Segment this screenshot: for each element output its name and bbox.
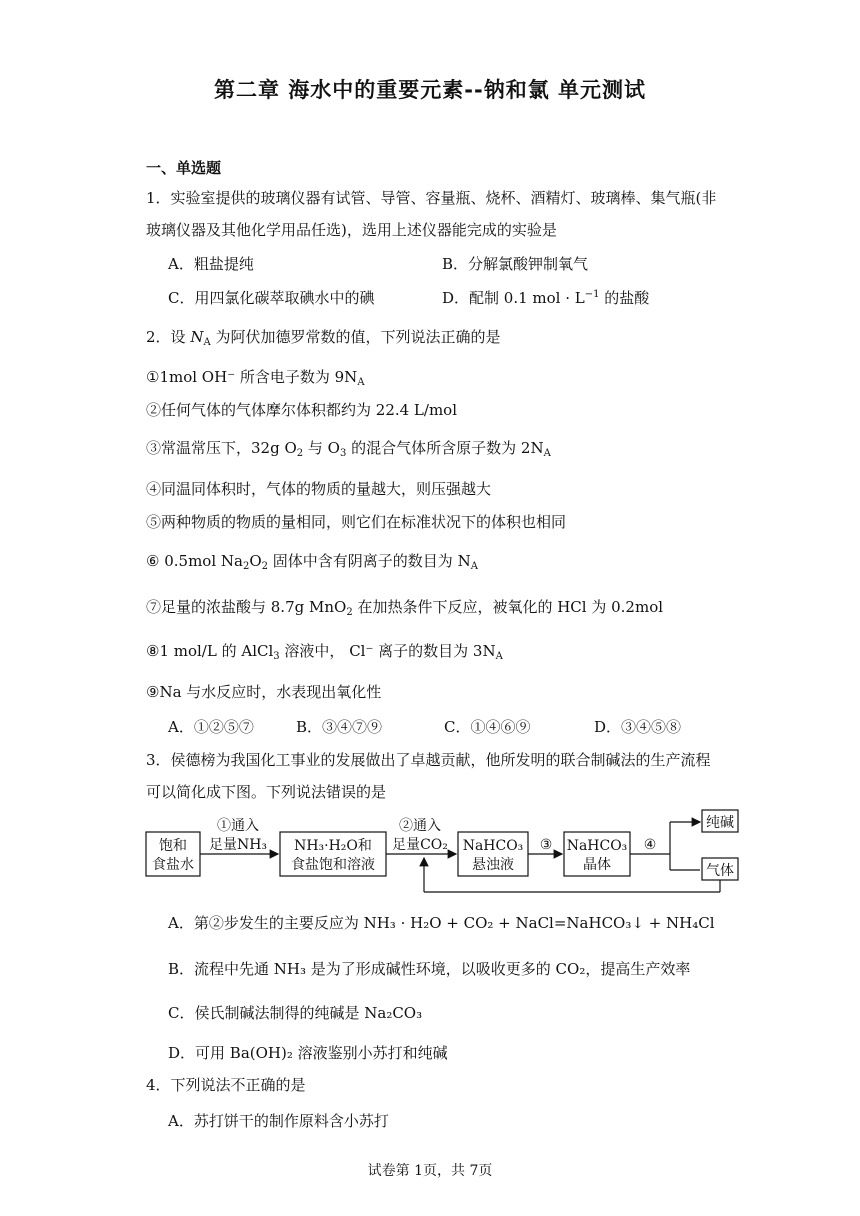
q1-option-d: D．配制 0.1 mol · $L^{-1}$ 的盐酸 <box>442 289 650 307</box>
q1-option-a: A．粗盐提纯 <box>168 255 254 273</box>
q3-option-b: B．流程中先通 NH₃ 是为了形成碱性环境，以吸收更多的 CO₂，提高生产效率 <box>168 960 691 978</box>
flow-output-soda: 纯碱 <box>706 815 734 831</box>
q2-statement-8: ⑧1 mol/L 的 AlCl$_3$ 溶液中， Cl⁻ 离子的数目为 $3N_A$ <box>146 642 503 662</box>
flow-box-suspension-line2: 悬浊液 <box>472 857 514 873</box>
q2-option-a: A．①②⑤⑦ <box>168 718 254 736</box>
q3-stem-line2: 可以简化成下图。下列说法错误的是 <box>146 783 387 801</box>
flow-box-crystal-line1: NaHCO₃ <box>566 838 628 854</box>
q2-statement-7: ⑦足量的浓盐酸与 8.7g MnO$_2$ 在加热条件下反应，被氧化的 HCl 为 0.2mol <box>146 598 664 618</box>
flow-step1-line2: 足量NH₃ <box>208 837 268 853</box>
q2-statement-4: ④同温同体积时，气体的物质的量越大，则压强越大 <box>146 480 492 498</box>
section-heading: 一、单选题 <box>146 159 222 177</box>
flow-step1-line1: ①通入 <box>217 818 259 834</box>
q3-option-d: D．可用 Ba(OH)₂ 溶液鉴别小苏打和纯碱 <box>168 1044 448 1062</box>
q4-stem: 4．下列说法不正确的是 <box>146 1076 306 1094</box>
q2-statement-2: ②任何气体的气体摩尔体积都约为 22.4 L/mol <box>146 401 458 419</box>
flow-output-gas: 气体 <box>706 863 734 879</box>
flow-box-suspension-line1: NaHCO₃ <box>462 838 524 854</box>
q1-stem-line2: 玻璃仪器及其他化学用品任选)，选用上述仪器能完成的实验是 <box>146 221 557 239</box>
q1-option-b: B．分解氯酸钾制氧气 <box>442 255 589 273</box>
q2-statement-3: ③常温常压下，32g $O_2$ 与 $O_3$ 的混合气体所含原子数为 $2N_A$ <box>146 439 551 459</box>
q3-option-c: C．侯氏制碱法制得的纯碱是 Na₂CO₃ <box>168 1004 423 1022</box>
q2-statement-9: ⑨Na 与水反应时，水表现出氧化性 <box>146 683 382 701</box>
flow-box-crystal-line2: 晶体 <box>583 857 611 873</box>
flow-step2-line2: 足量CO₂ <box>392 837 448 853</box>
page-title: 第二章 海水中的重要元素--钠和氯 单元测试 <box>213 78 647 102</box>
q2-stem: 2．设 $N_A$ 为阿伏加德罗常数的值，下列说法正确的是 <box>146 328 501 348</box>
flow-step3: ③ <box>539 837 553 853</box>
q2-statement-6: ⑥ 0.5mol $Na_2O_2$ 固体中含有阴离子的数目为 $N_A$ <box>146 552 478 572</box>
q2-statement-1: ①1mol OH⁻ 所含电子数为 $9N_A$ <box>146 368 365 388</box>
flow-step2-line1: ②通入 <box>399 818 441 834</box>
q2-option-c: C．①④⑥⑨ <box>444 718 531 736</box>
flow-step4: ④ <box>643 837 657 853</box>
q2-option-d: D．③④⑤⑧ <box>594 718 682 736</box>
q1-option-c: C．用四氯化碳萃取碘水中的碘 <box>168 289 375 307</box>
q2-statement-5: ⑤两种物质的物质的量相同，则它们在标准状况下的体积也相同 <box>146 513 567 531</box>
q2-option-b: B．③④⑦⑨ <box>296 718 383 736</box>
page-footer: 试卷第 1页，共 7页 <box>367 1163 493 1179</box>
flow-box-brine-line2: 食盐水 <box>152 857 194 873</box>
flow-box-ammonia-line2: 食盐饱和溶液 <box>291 857 375 873</box>
q4-option-a: A．苏打饼干的制作原料含小苏打 <box>168 1112 389 1130</box>
production-flow-diagram <box>140 806 770 900</box>
flow-box-ammonia-line1: NH₃·H₂O和 <box>294 838 372 854</box>
q1-stem-line1: 1．实验室提供的玻璃仪器有试管、导管、容量瓶、烧杯、酒精灯、玻璃棒、集气瓶(非 <box>146 189 717 207</box>
flow-box-brine-line1: 饱和 <box>159 838 187 854</box>
q3-stem-line1: 3．侯德榜为我国化工事业的发展做出了卓越贡献，他所发明的联合制碱法的生产流程 <box>146 751 711 769</box>
q3-option-a: A．第②步发生的主要反应为 NH₃ · H₂O + CO₂ + NaCl=NaHCO₃↓ + NH₄Cl <box>168 914 715 932</box>
